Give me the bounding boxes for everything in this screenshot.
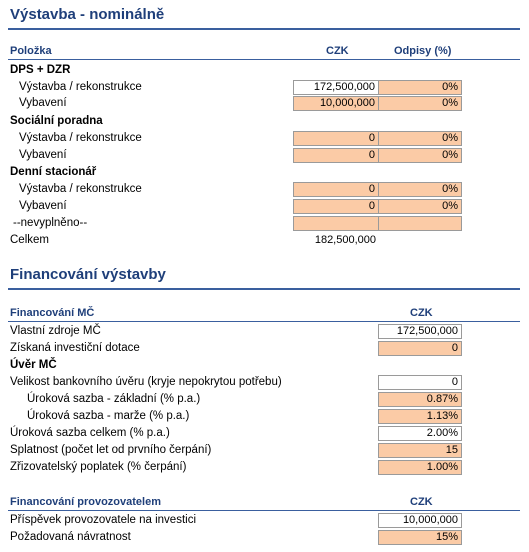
group-label-dps-dzr: DPS + DZR [10, 64, 71, 76]
czk-input-dps-equipment[interactable]: 10,000,000 [293, 96, 379, 111]
header-underline [8, 321, 520, 322]
loan-amount-input[interactable]: 0 [378, 375, 462, 390]
loan-header: Úvěr MČ [10, 359, 57, 371]
row-label: Výstavba / rekonstrukce [19, 81, 142, 93]
czk-input-counseling-construction[interactable]: 0 [293, 131, 379, 146]
group-label-social-counseling: Sociální poradna [10, 115, 103, 127]
total-value: 182,500,000 [314, 234, 376, 246]
row-label: Vybavení [19, 200, 67, 212]
mc-financing-header: Financování MČ [10, 307, 95, 319]
column-header-czk: CZK [326, 45, 349, 57]
czk-input-counseling-equipment[interactable]: 0 [293, 148, 379, 163]
row-label: Výstavba / rekonstrukce [19, 132, 142, 144]
depreciation-input-counseling-equipment[interactable]: 0% [378, 148, 462, 163]
arrangement-fee-input[interactable]: 1.00% [378, 460, 462, 475]
operator-czk-header: CZK [410, 496, 433, 508]
depreciation-input-daycenter-construction[interactable]: 0% [378, 182, 462, 197]
header-underline [8, 510, 520, 511]
depreciation-input-counseling-construction[interactable]: 0% [378, 131, 462, 146]
czk-input-daycenter-construction[interactable]: 0 [293, 182, 379, 197]
margin-rate-label: Úroková sazba - marže (% p.a.) [27, 410, 190, 422]
own-funds-label: Vlastní zdroje MČ [10, 325, 101, 337]
operator-financing-header: Financování provozovatelem [10, 496, 161, 508]
column-header-depreciation: Odpisy (%) [394, 45, 452, 57]
depreciation-input-daycenter-equipment[interactable]: 0% [378, 199, 462, 214]
base-rate-label: Úroková sazba - základní (% p.a.) [27, 393, 201, 405]
margin-rate-input[interactable]: 1.13% [378, 409, 462, 424]
maturity-input[interactable]: 15 [378, 443, 462, 458]
maturity-label: Splatnost (počet let od prvního čerpání) [10, 444, 212, 456]
czk-input-dps-construction[interactable]: 172,500,000 [293, 80, 379, 95]
loan-amount-label: Velikost bankovního úvěru (kryje nepokrytou potřebu) [10, 376, 282, 388]
unfilled-row-label: --nevyplněno-- [13, 217, 88, 229]
mc-czk-header: CZK [410, 307, 433, 319]
row-label: Vybavení [19, 149, 67, 161]
arrangement-fee-label: Zřizovatelský poplatek (% čerpání) [10, 461, 187, 473]
row-label: Výstavba / rekonstrukce [19, 183, 142, 195]
depreciation-input-dps-construction[interactable]: 0% [378, 80, 462, 95]
column-header-item: Položka [10, 45, 52, 57]
section-title-construction: Výstavba - nominálně [10, 6, 165, 23]
group-label-day-center: Denní stacionář [10, 166, 97, 178]
czk-input-unfilled[interactable] [293, 216, 379, 231]
total-rate-input[interactable]: 2.00% [378, 426, 462, 441]
row-label: Vybavení [19, 97, 67, 109]
required-return-label: Požadovaná návratnost [10, 531, 131, 543]
subsidy-input[interactable]: 0 [378, 341, 462, 356]
depreciation-input-unfilled[interactable] [378, 216, 462, 231]
title-underline [8, 28, 520, 30]
czk-input-daycenter-equipment[interactable]: 0 [293, 199, 379, 214]
total-rate-label: Úroková sazba celkem (% p.a.) [10, 427, 170, 439]
total-label: Celkem [10, 234, 49, 246]
depreciation-input-dps-equipment[interactable]: 0% [378, 96, 462, 111]
title-underline [8, 288, 520, 290]
header-underline [8, 59, 520, 60]
required-return-input[interactable]: 15% [378, 530, 462, 545]
section-title-financing: Financování výstavby [10, 266, 166, 283]
operator-contribution-label: Příspěvek provozovatele na investici [10, 514, 197, 526]
base-rate-input[interactable]: 0.87% [378, 392, 462, 407]
own-funds-input[interactable]: 172,500,000 [378, 324, 462, 339]
subsidy-label: Získaná investiční dotace [10, 342, 140, 354]
operator-contribution-input[interactable]: 10,000,000 [378, 513, 462, 528]
